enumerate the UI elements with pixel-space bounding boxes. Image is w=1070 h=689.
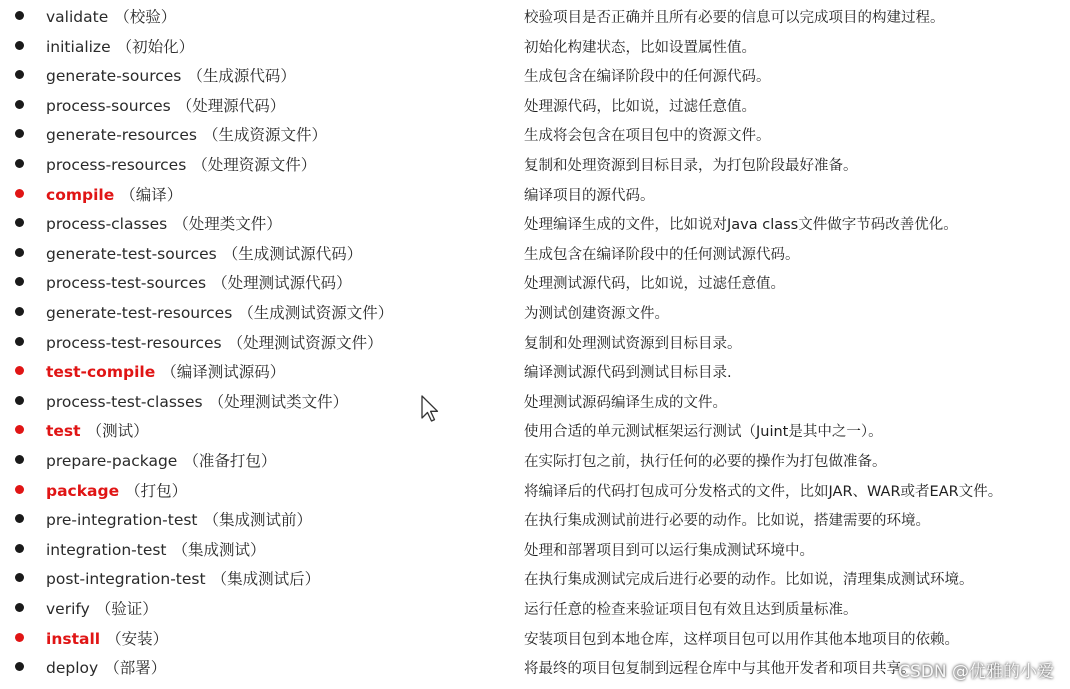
phase-row <box>0 386 1070 416</box>
bullet-icon <box>15 337 24 346</box>
phase-description: 安装项目包到本地仓库，这样项目包可以用作其他本地项目的依赖。 <box>524 631 959 648</box>
phase-row <box>0 445 1070 475</box>
phase-description: 编译项目的源代码。 <box>524 187 655 204</box>
bullet-icon <box>15 307 24 316</box>
phase-term <box>46 64 296 86</box>
phase-description: 在执行集成测试前进行必要的动作。比如说，搭建需要的环境。 <box>524 513 930 530</box>
phase-description: 生成包含在编译阶段中的任何源代码。 <box>524 69 771 86</box>
phase-name-cn: （生成测试资源文件） <box>238 304 394 322</box>
phase-description: 初始化构建状态，比如设置属性值。 <box>524 39 756 56</box>
phase-name-cn: （处理测试类文件） <box>208 392 349 411</box>
phase-row <box>0 534 1070 564</box>
phase-term <box>46 567 320 589</box>
phase-term <box>46 449 276 471</box>
phase-row <box>0 31 1070 61</box>
phase-name-cn: （部署） <box>104 659 167 678</box>
phase-term <box>46 479 187 501</box>
phase-term <box>46 94 285 116</box>
phase-row <box>0 504 1070 534</box>
phase-description: 复制和处理测试资源到目标目录。 <box>524 335 742 352</box>
phase-description: 在执行集成测试完成后进行必要的动作。比如说，清理集成测试环境。 <box>524 572 974 589</box>
phase-row <box>0 149 1070 179</box>
phase-name-cn: （处理资源文件） <box>192 156 317 174</box>
bullet-icon <box>15 603 24 612</box>
watermark: CSDN @优雅的小爱 <box>898 662 1054 682</box>
phase-description: 校验项目是否正确并且所有必要的信息可以完成项目的构建过程。 <box>524 10 945 26</box>
phase-description: 将编译后的代码打包成可分发格式的文件，比如JAR、WAR或者EAR文件。 <box>524 483 1003 500</box>
phase-row <box>0 327 1070 357</box>
phase-name-cn: （准备打包） <box>183 452 277 470</box>
phase-name-cn: （打包） <box>125 481 188 500</box>
phase-name-cn: （安装） <box>106 629 169 648</box>
phase-term <box>46 5 176 27</box>
phase-name: process-test-classes <box>46 392 203 411</box>
phase-name: generate-test-sources <box>46 244 217 263</box>
phase-name-cn: （处理类文件） <box>173 215 282 234</box>
phase-name: process-sources <box>46 96 171 115</box>
phase-description: 处理源代码，比如说，过滤任意值。 <box>524 98 756 115</box>
bullet-icon <box>15 573 24 582</box>
phase-row <box>0 415 1070 445</box>
bullet-icon <box>15 159 24 168</box>
phase-term <box>46 597 158 619</box>
phase-row <box>0 179 1070 209</box>
phase-name: prepare-package <box>46 452 178 470</box>
bullet-icon <box>15 662 24 671</box>
bullet-icon <box>15 41 24 50</box>
phase-name-cn: （编译） <box>120 185 183 204</box>
bullet-icon <box>15 129 24 138</box>
phase-term <box>46 419 149 441</box>
phase-term <box>46 153 316 175</box>
phase-description: 处理测试源代码，比如说，过滤任意值。 <box>524 276 785 293</box>
bullet-icon <box>15 514 24 523</box>
phase-name-cn: （处理源代码） <box>176 96 286 115</box>
phase-name: generate-test-resources <box>46 304 233 322</box>
phase-term <box>46 538 266 560</box>
phase-row <box>0 623 1070 653</box>
phase-term <box>46 656 166 678</box>
phase-description: 编译测试源代码到测试目标目录. <box>524 365 732 382</box>
phase-name-cn: （处理测试源代码） <box>212 274 352 293</box>
phase-name-cn: （验证） <box>95 600 158 618</box>
phase-name: generate-sources <box>46 67 182 86</box>
bullet-icon <box>15 218 24 227</box>
mouse-pointer-icon <box>420 394 440 424</box>
phase-name: post-integration-test <box>46 570 206 589</box>
phase-term <box>46 627 168 649</box>
phase-row <box>0 356 1070 386</box>
phase-name: initialize <box>46 37 111 56</box>
phase-name: verify <box>46 600 90 618</box>
phase-name: integration-test <box>46 540 167 559</box>
phase-name-cn: （编译测试源码） <box>161 363 286 382</box>
phase-description: 处理测试源码编译生成的文件。 <box>524 394 727 411</box>
phase-name-cn: （初始化） <box>116 37 195 56</box>
phase-term <box>46 360 285 382</box>
phase-description: 在实际打包之前，执行任何的必要的操作为打包做准备。 <box>524 454 887 470</box>
phase-term <box>46 301 393 323</box>
phase-description: 生成将会包含在项目包中的资源文件。 <box>524 128 771 145</box>
phase-row <box>0 208 1070 238</box>
phase-name: test-compile <box>46 363 156 382</box>
phase-name-cn: （校验） <box>114 8 177 26</box>
phase-name-cn: （处理测试资源文件） <box>227 333 383 352</box>
bullet-icon <box>15 485 24 494</box>
bullet-icon <box>15 633 24 642</box>
bullet-icon <box>15 189 24 198</box>
bullet-icon <box>15 277 24 286</box>
phase-row <box>0 593 1070 623</box>
phase-name: process-resources <box>46 156 187 174</box>
phase-name: pre-integration-test <box>46 511 198 530</box>
phase-name-cn: （集成测试前） <box>203 511 313 530</box>
bullet-icon <box>15 544 24 553</box>
phase-name-cn: （生成源代码） <box>187 67 296 86</box>
phase-description: 运行任意的检查来验证项目包有效且达到质量标准。 <box>524 602 858 618</box>
phase-name-cn: （集成测试） <box>172 540 266 559</box>
phase-description: 生成包含在编译阶段中的任何测试源代码。 <box>524 246 800 263</box>
phase-term <box>46 242 362 264</box>
phase-row <box>0 90 1070 120</box>
phase-name-cn: （生成测试源代码） <box>222 244 363 263</box>
phase-name: deploy <box>46 659 99 678</box>
phase-name: install <box>46 629 101 648</box>
phase-term <box>46 331 383 353</box>
phase-term <box>46 35 194 57</box>
phase-term <box>46 183 182 205</box>
phase-name: package <box>46 481 120 500</box>
bullet-icon <box>15 396 24 405</box>
phase-row <box>0 475 1070 505</box>
phase-name-cn: （测试） <box>86 422 149 441</box>
phase-name: process-test-sources <box>46 274 207 293</box>
phase-description: 为测试创建资源文件。 <box>524 306 669 322</box>
phase-row <box>0 1 1070 31</box>
bullet-icon <box>15 11 24 20</box>
bullet-icon <box>15 425 24 434</box>
phase-description: 处理和部署项目到可以运行集成测试环境中。 <box>524 542 814 559</box>
phase-name: process-test-resources <box>46 333 222 352</box>
phase-row <box>0 267 1070 297</box>
phase-term <box>46 212 282 234</box>
phase-row <box>0 563 1070 593</box>
phase-description: 处理编译生成的文件，比如说对Java class文件做字节码改善优化。 <box>524 217 958 234</box>
phase-row <box>0 297 1070 327</box>
phase-name: generate-resources <box>46 126 197 145</box>
phase-name-cn: （生成资源文件） <box>202 126 327 145</box>
phase-term <box>46 123 327 145</box>
phase-term <box>46 271 352 293</box>
phase-name-cn: （集成测试后） <box>211 570 321 589</box>
phase-name: validate <box>46 8 109 26</box>
phase-description: 复制和处理资源到目标目录，为打包阶段最好准备。 <box>524 158 858 174</box>
phase-name: process-classes <box>46 215 168 234</box>
phase-term <box>46 390 348 412</box>
phase-description: 使用合适的单元测试框架运行测试（Juint是其中之一）。 <box>524 424 883 441</box>
phase-term <box>46 508 312 530</box>
phase-row <box>0 119 1070 149</box>
phase-row <box>0 238 1070 268</box>
phase-row <box>0 60 1070 90</box>
phase-name: test <box>46 422 81 441</box>
phase-name: compile <box>46 185 115 204</box>
phase-description: 将最终的项目包复制到远程仓库中与其他开发者和项目共享。 <box>524 661 916 678</box>
bullet-icon <box>15 455 24 464</box>
bullet-icon <box>15 248 24 257</box>
bullet-icon <box>15 366 24 375</box>
bullet-icon <box>15 100 24 109</box>
bullet-icon <box>15 70 24 79</box>
